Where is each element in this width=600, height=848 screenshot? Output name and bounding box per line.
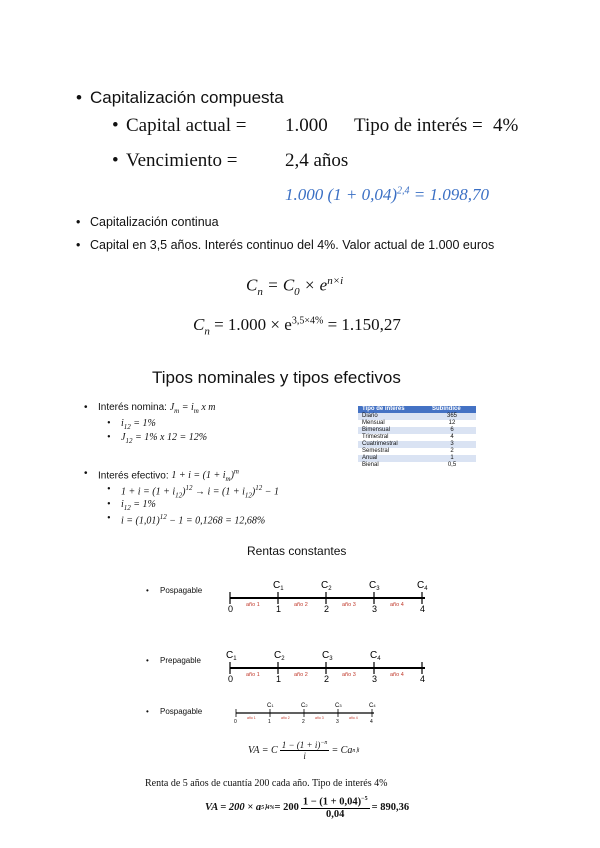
c1-label: $C_1$: [273, 580, 284, 592]
t4-label: 4: [370, 719, 373, 724]
table-row: Bimensual 6: [358, 427, 476, 434]
table-row: Cuatrimestral 3: [358, 441, 476, 448]
prepagable-label: • Prepagable: [160, 656, 201, 665]
c4-label: $C_4$: [370, 650, 381, 662]
year-1: año 1: [247, 716, 256, 720]
t0-label: 0: [228, 674, 234, 684]
tipo-interes-value: 4%: [493, 115, 519, 136]
continua-example: • Capital en 3,5 años. Interés continuo del 4%. Valor actual de 1.000 euros: [90, 238, 494, 252]
timeline-pospagable-small: [232, 698, 382, 724]
table-row: Bienal 0,5: [358, 462, 476, 469]
table-row: Anual 1: [358, 455, 476, 462]
tipos-table: [358, 406, 476, 469]
rentas-calc: VA = 200 × a 5⌉4% = 200 $\frac{1 - (1 + 0,04)^{-5}}{0,04}$ = 890,36: [205, 796, 410, 820]
vencimiento-label: • Vencimiento =: [126, 150, 238, 172]
capital-actual-value: 1.000: [285, 115, 328, 136]
t4-label: 4: [420, 604, 426, 614]
c4-label: $C_4$: [417, 580, 428, 592]
year-1: año 1: [246, 672, 260, 678]
interes-efectivo: • Interés efectivo: $1 + i = (1 + i_m)^m$: [98, 468, 239, 483]
nominal-item-2: • $J_{12} = 1\%$ x 12 = 12%: [121, 432, 207, 445]
rentas-title: Rentas constantes: [247, 544, 347, 558]
year-4: año 4: [390, 672, 404, 678]
continua-formula: $C_n = C_0 \times e^{n\times i}$: [246, 275, 344, 299]
t2-label: 2: [302, 719, 305, 724]
c2-label: $C_2$: [274, 650, 285, 662]
year-3: año 3: [342, 602, 356, 608]
efectivo-item-3: • $i = (1,01)^{12} - 1 = 0,1268 = 12,68\%$: [121, 513, 265, 526]
c4-label: C4: [369, 703, 376, 709]
c1-label: $C_1$: [226, 650, 237, 662]
pospagable-label: • Pospagable: [160, 586, 202, 595]
continua-calc: $C_n = 1.000 \times e^{3,5\times 4\%} = 1.150,27$: [193, 315, 401, 338]
efectivo-item-1: • $1 + i = (1 + i_{12})^{12} \to i = (1 + i_{12})^{12} - 1$: [121, 484, 279, 499]
t2-label: 2: [324, 604, 330, 614]
compuesta-formula: 1.000 $(1 + 0,04)^{2,4} = 1.098,70$: [285, 185, 490, 204]
year-3: año 3: [342, 672, 356, 678]
timeline-prepagable: [220, 642, 440, 684]
timeline-pospagable: [220, 572, 440, 614]
year-1: año 1: [246, 602, 260, 608]
capital-actual-label: • Capital actual =: [126, 115, 246, 137]
t3-label: 3: [372, 674, 378, 684]
table-header-subindice: Subíndice: [428, 406, 476, 413]
c1-label: C1: [267, 703, 274, 709]
c2-label: C2: [301, 703, 308, 709]
interes-nominal: • Interés nomina: $J_m = i_m$ x m: [98, 402, 216, 415]
c3-label: $C_3$: [322, 650, 333, 662]
table-row: Diario 365: [358, 413, 476, 420]
t2-label: 2: [324, 674, 330, 684]
t0-label: 0: [228, 604, 234, 614]
tipo-interes-label: Tipo de interés =: [354, 115, 483, 136]
table-row: Trimestral 4: [358, 434, 476, 441]
rentas-example: Renta de 5 años de cuantía 200 cada año. Tipo de interés 4%: [145, 778, 388, 789]
table-header-tipo: Tipo de interés: [358, 406, 428, 413]
t3-label: 3: [336, 719, 339, 724]
c2-label: $C_2$: [321, 580, 332, 592]
nominales-title: Tipos nominales y tipos efectivos: [152, 368, 401, 387]
c3-label: C3: [335, 703, 342, 709]
year-3: año 3: [315, 716, 324, 720]
t1-label: 1: [276, 604, 282, 614]
year-2: año 2: [294, 672, 308, 678]
vencimiento-value: 2,4 años: [285, 150, 349, 171]
pospagable2-label: • Pospagable: [160, 707, 202, 716]
year-2: año 2: [294, 602, 308, 608]
c3-label: $C_3$: [369, 580, 380, 592]
t1-label: 1: [268, 719, 271, 724]
t0-label: 0: [234, 719, 237, 724]
heading-compuesta: • Capitalización compuesta: [90, 88, 284, 108]
t3-label: 3: [372, 604, 378, 614]
table-row: Semestral 2: [358, 448, 476, 455]
table-row: Mensual 12: [358, 420, 476, 427]
nominal-item-1: • $i_{12} = 1\%$: [121, 418, 156, 431]
year-4: año 4: [349, 716, 358, 720]
va-formula: VA = C $\frac{1 - (1 + i)^{-n}}{i}$ = Ca n⌉i: [248, 740, 360, 761]
year-2: año 2: [281, 716, 290, 720]
heading-continua: • Capitalización continua: [90, 215, 219, 229]
year-4: año 4: [390, 602, 404, 608]
efectivo-item-2: • $i_{12} = 1\%$: [121, 499, 156, 512]
t1-label: 1: [276, 674, 282, 684]
t4-label: 4: [420, 674, 426, 684]
